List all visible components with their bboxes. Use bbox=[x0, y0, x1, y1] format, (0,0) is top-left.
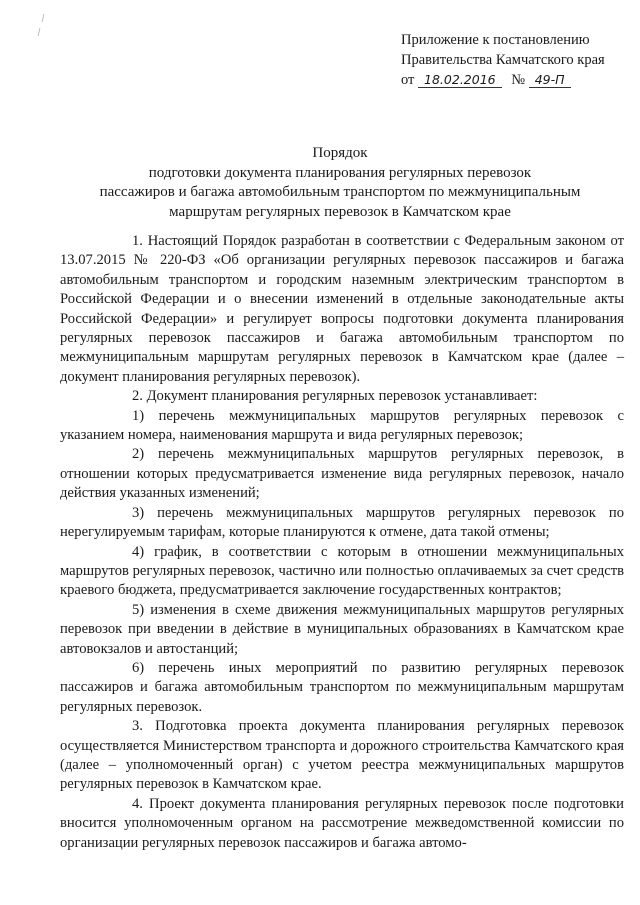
pen-mark-icon bbox=[34, 12, 48, 42]
attachment-date-line bbox=[401, 70, 623, 90]
attachment-line-2: Правительства Камчатского края bbox=[401, 52, 605, 68]
document-body bbox=[60, 232, 624, 853]
from-label: от bbox=[401, 72, 415, 88]
document-title bbox=[60, 144, 620, 222]
attachment-line-1: Приложение к постановлению bbox=[401, 32, 590, 48]
list-item-1: 1) перечень межмуниципальных маршрутов регулярных перевозок с указанием номера, наименования маршрута и вида регулярных перевозок; bbox=[60, 407, 624, 444]
paragraph-1: 1. Настоящий Порядок разработан в соответствии с Федеральным законом от 13.07.2015 № 220-ФЗ «Об организации регулярных перевозок пассажиров и багажа автомобильным транспортом и городским наземным электрическим транспортом в Российской Федерации и о внесении изменений в отдельные законодательные акты Российской Федерации» и регулирует вопросы подготовки документа планирования регулярных перевозок пассажиров и багажа автомобильным транспортом по межмуниципальным маршрутам регулярных перевозок в Камчатском крае (далее – документ планирования регулярных перевозок). bbox=[60, 233, 624, 385]
list-item-5: 5) изменения в схеме движения межмуниципальных маршрутов регулярных перевозок при введении в действие в муниципальных образованиях в Камчатском крае автовокзалов и автостанций; bbox=[60, 601, 624, 657]
attachment-header bbox=[401, 30, 623, 90]
list-item-2: 2) перечень межмуниципальных маршрутов регулярных перевозок, в отношении которых предусматривается изменение вида регулярных перевозок, начало действия указанных изменений; bbox=[60, 446, 624, 502]
number-label: № bbox=[511, 72, 526, 88]
paragraph-4: 4. Проект документа планирования регулярных перевозок после подготовки вносится уполномоченным органом на рассмотрение межведомственной комиссии по организации регулярных перевозок пассажиров и багажа автомо- bbox=[60, 795, 624, 851]
paragraph-2: 2. Документ планирования регулярных перевозок устанавливает: bbox=[132, 388, 538, 405]
title-line-3: пассажиров и багажа автомобильным транспортом по межмуниципальным bbox=[99, 184, 581, 200]
title-line-2: подготовки документа планирования регулярных перевозок bbox=[148, 164, 532, 181]
title-line-1: Порядок bbox=[312, 145, 368, 161]
attachment-date: 18.02.2016 bbox=[418, 72, 502, 88]
list-item-3: 3) перечень межмуниципальных маршрутов регулярных перевозок по нерегулируемым тарифам, которые планируются к отмене, дата такой отмены; bbox=[60, 504, 624, 541]
list-item-6: 6) перечень иных мероприятий по развитию регулярных перевозок пассажиров и багажа автомобильным транспортом по межмуниципальным маршрутам регулярных перевозок. bbox=[60, 659, 624, 715]
list-item-4: 4) график, в соответствии с которым в отношении межмуниципальных маршрутов регулярных перевозок, частично или полностью оплачиваемых за счет средств краевого бюджета, предусматривается заключение государственных контрактов; bbox=[60, 543, 624, 599]
title-line-4: маршрутам регулярных перевозок в Камчатском крае bbox=[169, 203, 511, 220]
paragraph-3: 3. Подготовка проекта документа планирования регулярных перевозок осуществляется Министерством транспорта и дорожного строительства Камчатского края (далее – уполномоченный орган) с учетом реестра межмуниципальных маршрутов регулярных перевозок в Камчатском крае. bbox=[60, 718, 624, 793]
attachment-number: 49-П bbox=[529, 72, 571, 88]
